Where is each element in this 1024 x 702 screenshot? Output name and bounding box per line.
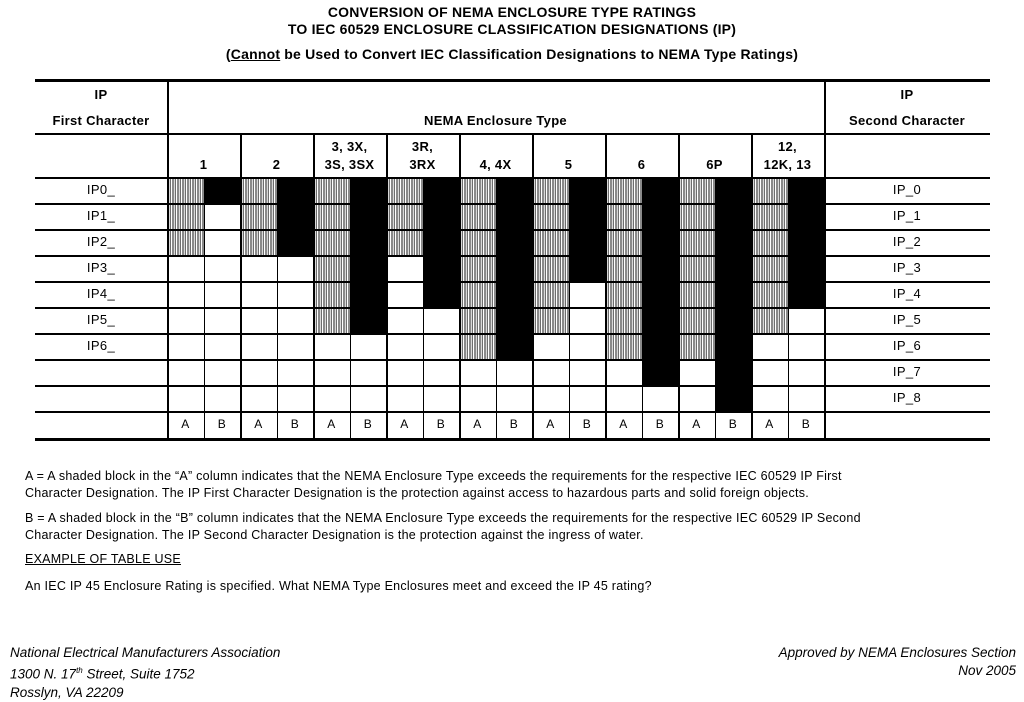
footer-date: Nov 2005 <box>958 663 1016 678</box>
footer-street-number: 1300 N. 17 <box>10 666 77 682</box>
nema-type-header-line-2: 4, 4X <box>479 157 512 172</box>
first-character-row-label: IP1_ <box>86 208 116 223</box>
sub-label-b: B <box>801 417 810 431</box>
ab-divider <box>496 177 497 438</box>
shade-a-block-type-4 <box>386 177 423 255</box>
top-rule <box>35 79 990 82</box>
second-character-row-label: IP_5 <box>892 312 922 327</box>
sub-label-a: A <box>765 417 774 431</box>
first-character-row-label: IP6_ <box>86 338 116 353</box>
right-divider <box>824 79 826 438</box>
ab-divider <box>642 177 643 438</box>
nema-type-header-line-2: 3RX <box>409 157 436 172</box>
column-header-rule <box>35 177 990 179</box>
sub-label-a: A <box>181 417 190 431</box>
subtitle-prefix: ( <box>225 46 231 62</box>
ab-divider <box>204 177 205 438</box>
second-character-row-label: IP_8 <box>892 390 922 405</box>
footer-org: National Electrical Manufacturers Association <box>10 645 281 660</box>
note-b <box>25 510 1024 544</box>
subtitle <box>0 46 1024 62</box>
right-header-second-character: Second Character <box>848 113 966 128</box>
left-header-ip: IP <box>94 87 108 102</box>
header-rule <box>35 133 990 135</box>
conversion-table <box>35 79 990 440</box>
nema-type-header-line-1: 3, 3X, <box>331 139 368 154</box>
center-header-nema-type: NEMA Enclosure Type <box>424 113 567 128</box>
row-rule <box>35 281 990 283</box>
nema-type-header-line-2: 6P <box>706 157 723 172</box>
second-character-row-label: IP_7 <box>892 364 922 379</box>
footer-approval-block <box>779 644 1016 680</box>
nema-type-header-line-1: 12, <box>778 139 797 154</box>
sub-label-b: B <box>582 417 591 431</box>
nema-type-header-line-2: 12K, 13 <box>763 157 812 172</box>
nema-type-header-line-2: 5 <box>564 157 573 172</box>
second-character-row-label: IP_4 <box>892 286 922 301</box>
sub-label-b: B <box>436 417 445 431</box>
type-divider <box>240 133 242 438</box>
row-rule <box>35 359 990 361</box>
sub-label-a: A <box>473 417 482 431</box>
right-header-ip: IP <box>900 87 914 102</box>
sub-label-b: B <box>728 417 737 431</box>
first-character-row-label: IP0_ <box>86 182 116 197</box>
sub-label-b: B <box>217 417 226 431</box>
example-text: An IEC IP 45 Enclosure Rating is specified. What NEMA Type Enclosures meet and exceed the IP 45 rating? <box>25 579 652 593</box>
sub-label-a: A <box>254 417 263 431</box>
title-line-1: CONVERSION OF NEMA ENCLOSURE TYPE RATINGS <box>327 4 697 20</box>
second-character-row-label: IP_1 <box>892 208 922 223</box>
nema-type-header-line-2: 6 <box>637 157 646 172</box>
note-a <box>25 468 1024 502</box>
first-character-row-label: IP5_ <box>86 312 116 327</box>
nema-type-header-line-2: 1 <box>199 157 208 172</box>
sub-label-b: B <box>363 417 372 431</box>
sub-label-b: B <box>290 417 299 431</box>
type-divider <box>605 133 607 438</box>
sub-label-a: A <box>400 417 409 431</box>
sub-label-a: A <box>546 417 555 431</box>
footer-street-name: Street, Suite 1752 <box>82 666 195 682</box>
bottom-rule <box>35 438 990 441</box>
row-rule <box>35 255 990 257</box>
footer-approved: Approved by NEMA Enclosures Section <box>778 645 1016 660</box>
row-rule <box>35 411 990 413</box>
row-rule <box>35 203 990 205</box>
ab-divider <box>423 177 424 438</box>
shade-b-block-type-4 <box>423 177 460 307</box>
type-divider <box>386 133 388 438</box>
ab-divider <box>277 177 278 438</box>
subtitle-emphasis: Cannot <box>230 46 281 62</box>
type-divider <box>313 133 315 438</box>
row-rule <box>35 333 990 335</box>
note-a-line-2: Character Designation. The IP First Character Designation is the protection against access to hazardous parts and solid foreign objects. <box>25 486 809 500</box>
example-heading: EXAMPLE OF TABLE USE <box>25 552 181 566</box>
sub-label-a: A <box>692 417 701 431</box>
shade-a-block-type-1 <box>167 177 204 255</box>
sub-label-a: A <box>327 417 336 431</box>
note-a-line-1: A = A shaded block in the “A” column indicates that the NEMA Enclosure Type exceeds the requirements for the respective IEC 60529 IP First <box>25 469 842 483</box>
first-character-row-label: IP2_ <box>86 234 116 249</box>
footer-city: Rosslyn, VA 22209 <box>10 684 124 700</box>
footer-address-block <box>10 644 280 702</box>
first-character-row-label: IP3_ <box>86 260 116 275</box>
sub-label-b: B <box>509 417 518 431</box>
ab-divider <box>715 177 716 438</box>
ab-divider <box>350 177 351 438</box>
second-character-row-label: IP_2 <box>892 234 922 249</box>
second-character-row-label: IP_6 <box>892 338 922 353</box>
footer-street <box>10 662 280 684</box>
sub-label-a: A <box>619 417 628 431</box>
first-character-row-label: IP4_ <box>86 286 116 301</box>
shade-b-block-type-9 <box>788 177 825 307</box>
note-b-line-1: B = A shaded block in the “B” column indicates that the NEMA Enclosure Type exceeds the requirements for the respective IEC 60529 IP Second <box>25 511 861 525</box>
ab-divider <box>788 177 789 438</box>
nema-type-header-line-1: 3R, <box>411 139 434 154</box>
row-rule <box>35 307 990 309</box>
shade-a-block-type-2 <box>240 177 277 255</box>
type-divider <box>678 133 680 438</box>
row-rule <box>35 229 990 231</box>
sub-label-b: B <box>655 417 664 431</box>
type-divider <box>751 133 753 438</box>
nema-type-header-line-2: 3S, 3SX <box>324 157 375 172</box>
type-divider <box>532 133 534 438</box>
subtitle-rest: be Used to Convert IEC Classification Designations to NEMA Type Ratings) <box>280 46 799 62</box>
shade-b-block-type-1 <box>204 177 241 203</box>
note-b-line-2: Character Designation. The IP Second Character Designation is the protection against the ingress of water. <box>25 528 644 542</box>
second-character-row-label: IP_0 <box>892 182 922 197</box>
second-character-row-label: IP_3 <box>892 260 922 275</box>
row-rule <box>35 385 990 387</box>
left-header-first-character: First Character <box>52 113 150 128</box>
nema-type-header-line-2: 2 <box>272 157 281 172</box>
footer-street-sup: th <box>76 666 83 675</box>
title-line-2: TO IEC 60529 ENCLOSURE CLASSIFICATION DESIGNATIONS (IP) <box>287 21 737 37</box>
shade-b-block-type-8 <box>715 177 752 411</box>
shade-b-block-type-2 <box>277 177 314 255</box>
left-divider <box>167 79 169 438</box>
ab-divider <box>569 177 570 438</box>
type-divider <box>459 133 461 438</box>
